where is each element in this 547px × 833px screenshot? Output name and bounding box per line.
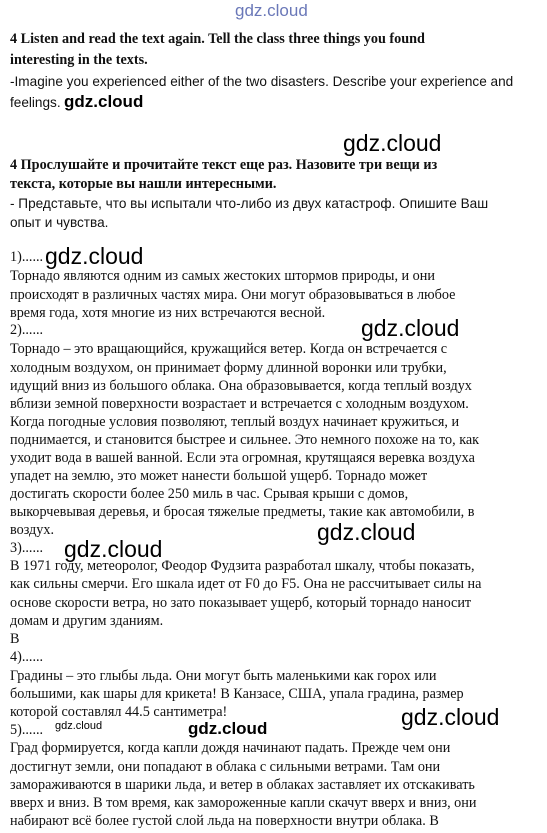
paragraph-2-line: Торнадо – это вращающийся, кружащийся ветер. Когда он встречается с bbox=[10, 341, 448, 357]
en-subtask-line-1: -Imagine you experienced either of the two disasters. Describe your experience and bbox=[10, 74, 514, 89]
watermark-logo: gdz.cloud bbox=[45, 243, 144, 269]
paragraph-2-line: воздух. bbox=[10, 522, 54, 538]
paragraph-5-line: замораживаются в шарики льда, и ветер в облаках заставляет их отскакивать bbox=[10, 777, 475, 793]
paragraph-3-line: домам и другим зданиям. bbox=[10, 613, 164, 629]
paragraph-4-line: большими, как шары для крикета! В Канзасе, США, упала градина, размер bbox=[10, 686, 464, 702]
paragraph-2-line: выкорчевывая деревья, и бросая тяжелые предметы, такие как автомобили, в bbox=[10, 504, 475, 520]
paragraph-4-line: которой составлял 44.5 сантиметра! bbox=[10, 704, 228, 720]
en-task-line-2: interesting in the texts. bbox=[10, 52, 148, 68]
paragraph-1-line: происходят в различных частях мира. Они могут образовываться в любое bbox=[10, 287, 456, 303]
watermark-logo: gdz.cloud bbox=[401, 704, 500, 730]
paragraph-2-line: уходит вода в вашей ванной. Если эта огромная, крутящаяся веревка воздуха bbox=[10, 450, 475, 466]
watermark-logo: gdz.cloud bbox=[235, 1, 308, 20]
watermark-logo: gdz.cloud bbox=[64, 92, 144, 111]
paragraph-2-line: идущий вниз из большого облака. Она образовывается, когда теплый воздух bbox=[10, 378, 472, 394]
watermark-logo: gdz.cloud bbox=[343, 130, 442, 156]
paragraph-1-line: время года, хотя многие из них встречаются весной. bbox=[10, 305, 326, 321]
item-number-3: 3)...... bbox=[10, 540, 44, 556]
item-number-4: 4)...... bbox=[10, 649, 44, 665]
paragraph-5-line: Град формируется, когда капли дождя начинают падать. Прежде чем они bbox=[10, 740, 451, 756]
item-number-2: 2)...... bbox=[10, 322, 44, 338]
watermark-logo: gdz.cloud bbox=[317, 519, 416, 545]
ru-task-line-2: текста, которые вы нашли интересными. bbox=[10, 176, 277, 192]
paragraph-5-line: набирают всё более густой слой льда на поверхности внутри облака. В bbox=[10, 813, 439, 829]
paragraph-3-line: основе скорости ветра, но зато показывает ущерб, который торнадо наносит bbox=[10, 595, 472, 611]
paragraph-2-line: упадет на землю, это может нанести большой ущерб. Торнадо может bbox=[10, 468, 428, 484]
ru-task-line-1: 4 Прослушайте и прочитайте текст еще раз. Назовите три вещи из bbox=[10, 157, 438, 173]
item-number-5: 5)...... bbox=[10, 722, 44, 738]
item-number-1: 1)...... bbox=[10, 249, 44, 265]
watermark-logo: gdz.cloud bbox=[64, 536, 163, 562]
watermark-logo: gdz.cloud bbox=[55, 720, 103, 732]
en-subtask-line-2: feelings. bbox=[10, 95, 61, 110]
en-task-line-1: 4 Listen and read the text again. Tell the class three things you found bbox=[10, 31, 425, 47]
paragraph-5-line: достигнут земли, они попадают в облака с сильными ветрами. Там они bbox=[10, 759, 441, 775]
paragraph-2-line: достигать скорости более 250 миль в час. Срывая крыши с домов, bbox=[10, 486, 409, 502]
paragraph-3-line: В 1971 году, метеоролог, Феодор Фудзита разработал шкалу, чтобы показать, bbox=[10, 558, 475, 574]
paragraph-2-line: холодным воздухом, он принимает форму длинной воронки или трубки, bbox=[10, 360, 447, 376]
paragraph-1-line: Торнадо являются одним из самых жестоких штормов природы, и они bbox=[10, 268, 435, 284]
watermark-logo: gdz.cloud bbox=[188, 719, 268, 738]
paragraph-2-line: поднимается, и становится быстрее и сильнее. Это немного похоже на то, как bbox=[10, 432, 480, 448]
watermark-logo: gdz.cloud bbox=[361, 315, 460, 341]
paragraph-2-line: вблизи земной поверхности возрастает и встречается с холодным воздухом. bbox=[10, 396, 469, 412]
paragraph-2-line: Когда погодные условия позволяют, теплый воздух начинает кружиться, и bbox=[10, 414, 460, 430]
paragraph-3-line: как сильны смерчи. Его шкала идет от F0 до F5. Она не рассчитывает силы на bbox=[10, 576, 482, 592]
ru-subtask-line-1: - Представьте, что вы испытали что-либо из двух катастроф. Опишите Ваш bbox=[10, 196, 489, 211]
paragraph-4-line: Градины – это глыбы льда. Они могут быть маленькими как горох или bbox=[10, 668, 437, 684]
ru-subtask-line-2: опыт и чувства. bbox=[10, 215, 109, 230]
paragraph-3-line: В bbox=[10, 631, 20, 647]
paragraph-5-line: вверх и вниз. В том время, как замороженные капли скачут вверх и вниз, они bbox=[10, 795, 477, 811]
